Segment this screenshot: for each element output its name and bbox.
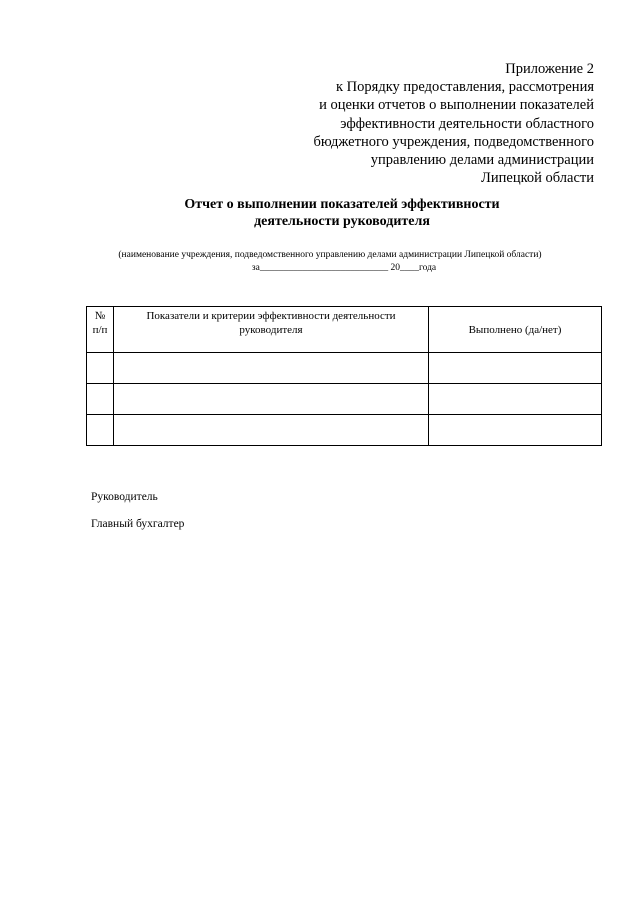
appendix-block xyxy=(234,60,594,187)
table-header-row xyxy=(87,307,602,353)
header-done: Выполнено (да/нет) xyxy=(429,307,602,353)
signature-accountant-label: Главный бухгалтер xyxy=(91,518,185,530)
appendix-line: бюджетного учреждения, подведомственного xyxy=(313,133,594,150)
organization-hint: (наименование учреждения, подведомственного управлению делами администрации Липецкой области) xyxy=(118,250,542,260)
document-title xyxy=(0,196,640,230)
table-cell xyxy=(114,384,429,415)
title-line-2: деятельности руководителя xyxy=(254,214,430,229)
table-row xyxy=(87,415,602,446)
header-criteria-line-1: Показатели и критерии эффективности деятельности xyxy=(146,310,396,322)
header-criteria-line-2: руководителя xyxy=(239,324,303,336)
header-criteria xyxy=(114,307,429,353)
table-row xyxy=(87,353,602,384)
table-cell xyxy=(114,415,429,446)
table-cell xyxy=(87,415,114,446)
table-cell xyxy=(87,353,114,384)
appendix-line: и оценки отчетов о выполнении показателей xyxy=(319,97,594,114)
header-number-line-2: п/п xyxy=(92,324,108,336)
header-number-line-1: № xyxy=(94,310,106,322)
report-period: за___________________________ 20____года xyxy=(251,263,437,273)
table-cell xyxy=(87,384,114,415)
report-table xyxy=(86,306,602,446)
title-line-1: Отчет о выполнении показателей эффективности xyxy=(184,197,500,212)
signature-head-label: Руководитель xyxy=(91,491,158,503)
appendix-line: Приложение 2 xyxy=(505,61,594,77)
appendix-line: Липецкой области xyxy=(481,170,594,187)
table-cell xyxy=(429,384,602,415)
appendix-line: управлению делами администрации xyxy=(370,152,594,169)
appendix-line: к Порядку предоставления, рассмотрения xyxy=(336,79,594,96)
table-cell xyxy=(429,353,602,384)
table-cell xyxy=(429,415,602,446)
table-cell xyxy=(114,353,429,384)
table-row xyxy=(87,384,602,415)
appendix-line: эффективности деятельности областного xyxy=(340,115,594,132)
header-number xyxy=(87,307,114,353)
